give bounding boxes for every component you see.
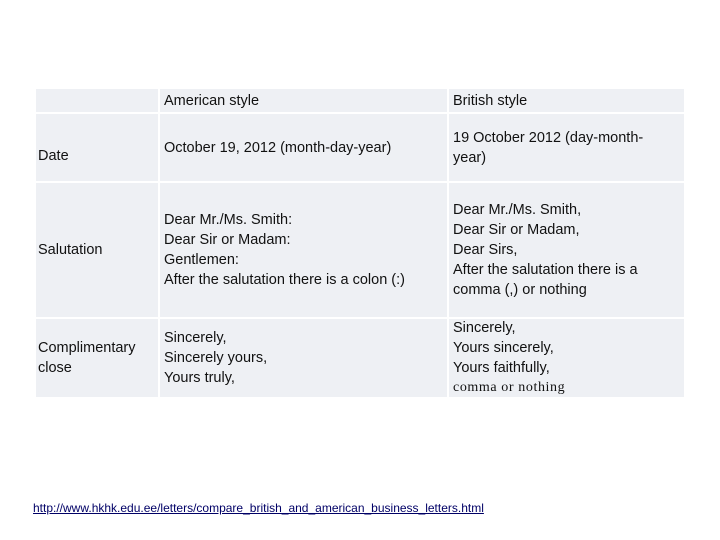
salutation-american-line: Dear Mr./Ms. Smith:: [164, 212, 293, 228]
close-american-cell: [158, 319, 447, 397]
close-british-line: Yours sincerely,: [453, 340, 554, 356]
date-british-line: 19 October 2012 (day-month-: [453, 129, 644, 146]
comparison-table: [36, 89, 684, 399]
row-label-line: close: [38, 360, 72, 376]
table-row-salutation: [36, 183, 684, 319]
salutation-american-cell: [158, 183, 447, 317]
salutation-american-line: After the salutation there is a colon (:): [164, 272, 405, 288]
date-american-cell: [158, 114, 447, 181]
date-british-line: year): [453, 149, 487, 166]
salutation-british-line: Dear Sirs,: [453, 242, 518, 258]
salutation-british-line: Dear Sir or Madam,: [453, 222, 580, 238]
close-british-line: Sincerely,: [453, 320, 516, 336]
row-label-salutation: Salutation: [38, 242, 103, 258]
salutation-british-cell: [447, 183, 684, 317]
close-american-line: Yours truly,: [164, 370, 235, 386]
close-british-line: Yours faithfully,: [453, 360, 550, 376]
header-american-style: American style: [158, 89, 447, 112]
header-empty-cell: [36, 89, 158, 112]
close-british-cell: [447, 319, 684, 397]
header-british-style: British style: [447, 89, 684, 112]
table-row-complimentary-close: [36, 319, 684, 399]
row-label-complimentary-close: [36, 319, 158, 397]
salutation-british-line: After the salutation there is a: [453, 262, 638, 278]
salutation-british-line: Dear Mr./Ms. Smith,: [453, 202, 582, 218]
row-label-line: Complimentary: [38, 340, 136, 356]
date-american-line: October 19, 2012 (month-day-year): [164, 139, 392, 156]
table-header-row: [36, 89, 684, 114]
close-american-line: Sincerely yours,: [164, 350, 268, 366]
salutation-american-line: Gentlemen:: [164, 252, 239, 268]
salutation-british-line: comma (,) or nothing: [453, 282, 587, 298]
salutation-american-line: Dear Sir or Madam:: [164, 232, 291, 248]
close-british-line: comma or nothing: [453, 380, 566, 395]
row-label-date: Date: [38, 147, 69, 164]
date-british-cell: [447, 114, 684, 181]
source-link[interactable]: http://www.hkhk.edu.ee/letters/compare_british_and_american_business_letters.html: [33, 501, 484, 515]
table-row-date: [36, 114, 684, 183]
close-american-line: Sincerely,: [164, 330, 227, 346]
